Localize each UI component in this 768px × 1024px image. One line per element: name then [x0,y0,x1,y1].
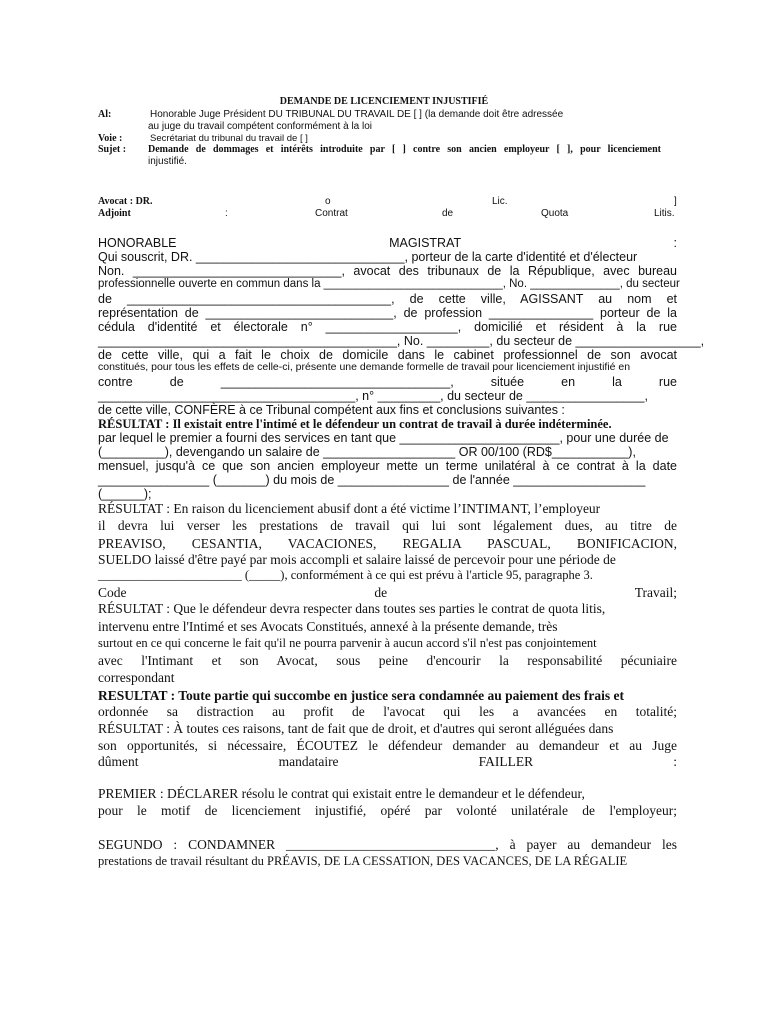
al-line-1: Honorable Juge Président DU TRIBUNAL DU TRAVAIL DE [ ] (la demande doit être adressée [150,109,564,120]
adjoint-word-quota: Quota [541,208,569,219]
body-line: dûment mandataire FAILLER : [98,754,677,769]
avocat-bracket: ] [674,196,677,207]
avocat-lic: Lic. [492,196,508,207]
al-label: Al: [98,109,112,120]
voie-text: Secrétariat du tribunal du travail de [ ] [150,133,308,144]
body-line: professionnelle ouverte en commun dans la ____________________________, No. ______________, du secteur [98,278,680,290]
body-line: Non. ______________________________, avocat des tribunaux de la République, avec bureau [98,264,677,278]
body-line: Code de Travail; [98,585,677,600]
body-line: RÉSULTAT : Il existait entre l'intimé et le défendeur un contrat de travail à durée indéterminée. [98,417,612,431]
sujet-line-1: Demande de dommages et intérêts introduite par [ ] contre son ancien employeur [ ], pour licenciement [148,144,661,155]
avocat-o: o [325,196,331,207]
body-line: de cette ville, CONFÈRE à ce Tribunal compétent aux fins et conclusions suivantes : [98,403,565,417]
body-line: RÉSULTAT : En raison du licenciement abusif dont a été victime l’INTIMANT, l’employeur [98,501,601,516]
body-line: représentation de ___________________________, de profession _______________ porteur de la [98,306,677,320]
body-line: prestations de travail résultant du PRÉAVIS, DE LA CESSATION, DES VACANCES, DE LA RÉGALIE [98,854,628,868]
body-line: _____________________________________, n° _________, du secteur de _________________, [98,389,648,403]
body-line: RESULTAT : Toute partie qui succombe en justice sera condamnée au paiement des frais et [98,688,624,703]
body-line: pour le motif de licenciement injustifié, opéré par volonté unilatérale de l'employeur; [98,803,677,818]
body-line: il devra lui verser les prestations de travail qui lui sont légalement dues, au titre de [98,518,677,533]
body-line: constitués, pour tous les effets de celle-ci, présente une demande formelle de travail pour licenciement injustifié en [98,361,631,373]
body-line: (_________), devengando un salaire de ___________________ OR 00/100 (RD$___________), [98,445,636,459]
body-line: RÉSULTAT : À toutes ces raisons, tant de fait que de droit, et d'autres qui seront alléguées dans [98,721,614,736]
body-line: contre de _________________________________, située en la rue [98,375,677,389]
body-line: SUELDO laissé d'être payé par mois accompli et salaire laissé de percevoir pour une période de [98,552,616,567]
body-line: correspondant [98,670,175,685]
body-line: par lequel le premier a fourni des services en tant que _______________________, pour une durée de [98,431,669,445]
sujet-label: Sujet : [98,144,127,155]
adjoint-word-litis: Litis. [654,208,675,219]
body-line: _______________________ (_____), conformément à ce qui est prévu à l'article 95, paragraphe 3. [98,568,593,582]
body-line: ________________ (_______) du mois de ________________ de l'année ___________________ [98,473,646,487]
body-line: de cette ville, qui a fait le choix de domicile dans le cabinet professionnel de son avocat [98,348,677,362]
body-line: cédula d'identité et électorale n° ___________________, domicilié et résident à la rue [98,320,677,334]
voie-label: Voie : [98,133,123,144]
avocat-label: Avocat : DR. [98,196,153,207]
body-line: de ______________________________________, de cette ville, AGISSANT au nom et [98,292,677,306]
al-line-2: au juge du travail compétent conformément à la loi [148,121,373,132]
body-line: HONORABLE MAGISTRAT : [98,236,677,250]
body-line: ordonnée sa distraction au profit de l'avocat qui les a avancées en totalité; [98,704,677,719]
document-title: DEMANDE DE LICENCIEMENT INJUSTIFIÉ [279,96,489,107]
body-line: Qui souscrit, DR. ______________________________, porteur de la carte d'identité et d'électeur [98,250,638,264]
body-line: mensuel, jusqu'à ce que son ancien employeur mette un terme unilatéral à ce contrat à la date [98,459,677,473]
body-line: surtout en ce qui concerne le fait qu'il ne pourra parvenir à aucun accord s'il n'est pas conjointement [98,636,597,650]
adjoint-word-contrat: Contrat [315,208,348,219]
adjoint-word-de: de [442,208,454,219]
body-line: SEGUNDO : CONDAMNER _______________________________, à payer au demandeur les [98,837,677,852]
adjoint-colon: : [225,208,228,219]
body-line: RÉSULTAT : Que le défendeur devra respecter dans toutes ses parties le contrat de quota litis, [98,601,606,616]
body-line: son opportunités, si nécessaire, ÉCOUTEZ le défendeur demander au demandeur et au Juge [98,738,677,753]
body-line: PREMIER : DÉCLARER résolu le contrat qui existait entre le demandeur et le défendeur, [98,786,585,801]
body-line: avec l'Intimant et son Avocat, sous peine d'encourir la responsabilité pécuniaire [98,653,677,668]
body-line: PREAVISO, CESANTIA, VACACIONES, REGALIA PASCUAL, BONIFICACION, [98,536,677,551]
adjoint-label: Adjoint [98,208,131,219]
body-line: ___________________________________________, No. _________, du secteur de __________________, [98,334,705,348]
sujet-line-2: injustifié. [148,156,187,167]
body-line: intervenu entre l'Intimé et ses Avocats Constitués, annexé à la présente demande, très [98,619,558,634]
body-line: (______); [98,487,152,501]
